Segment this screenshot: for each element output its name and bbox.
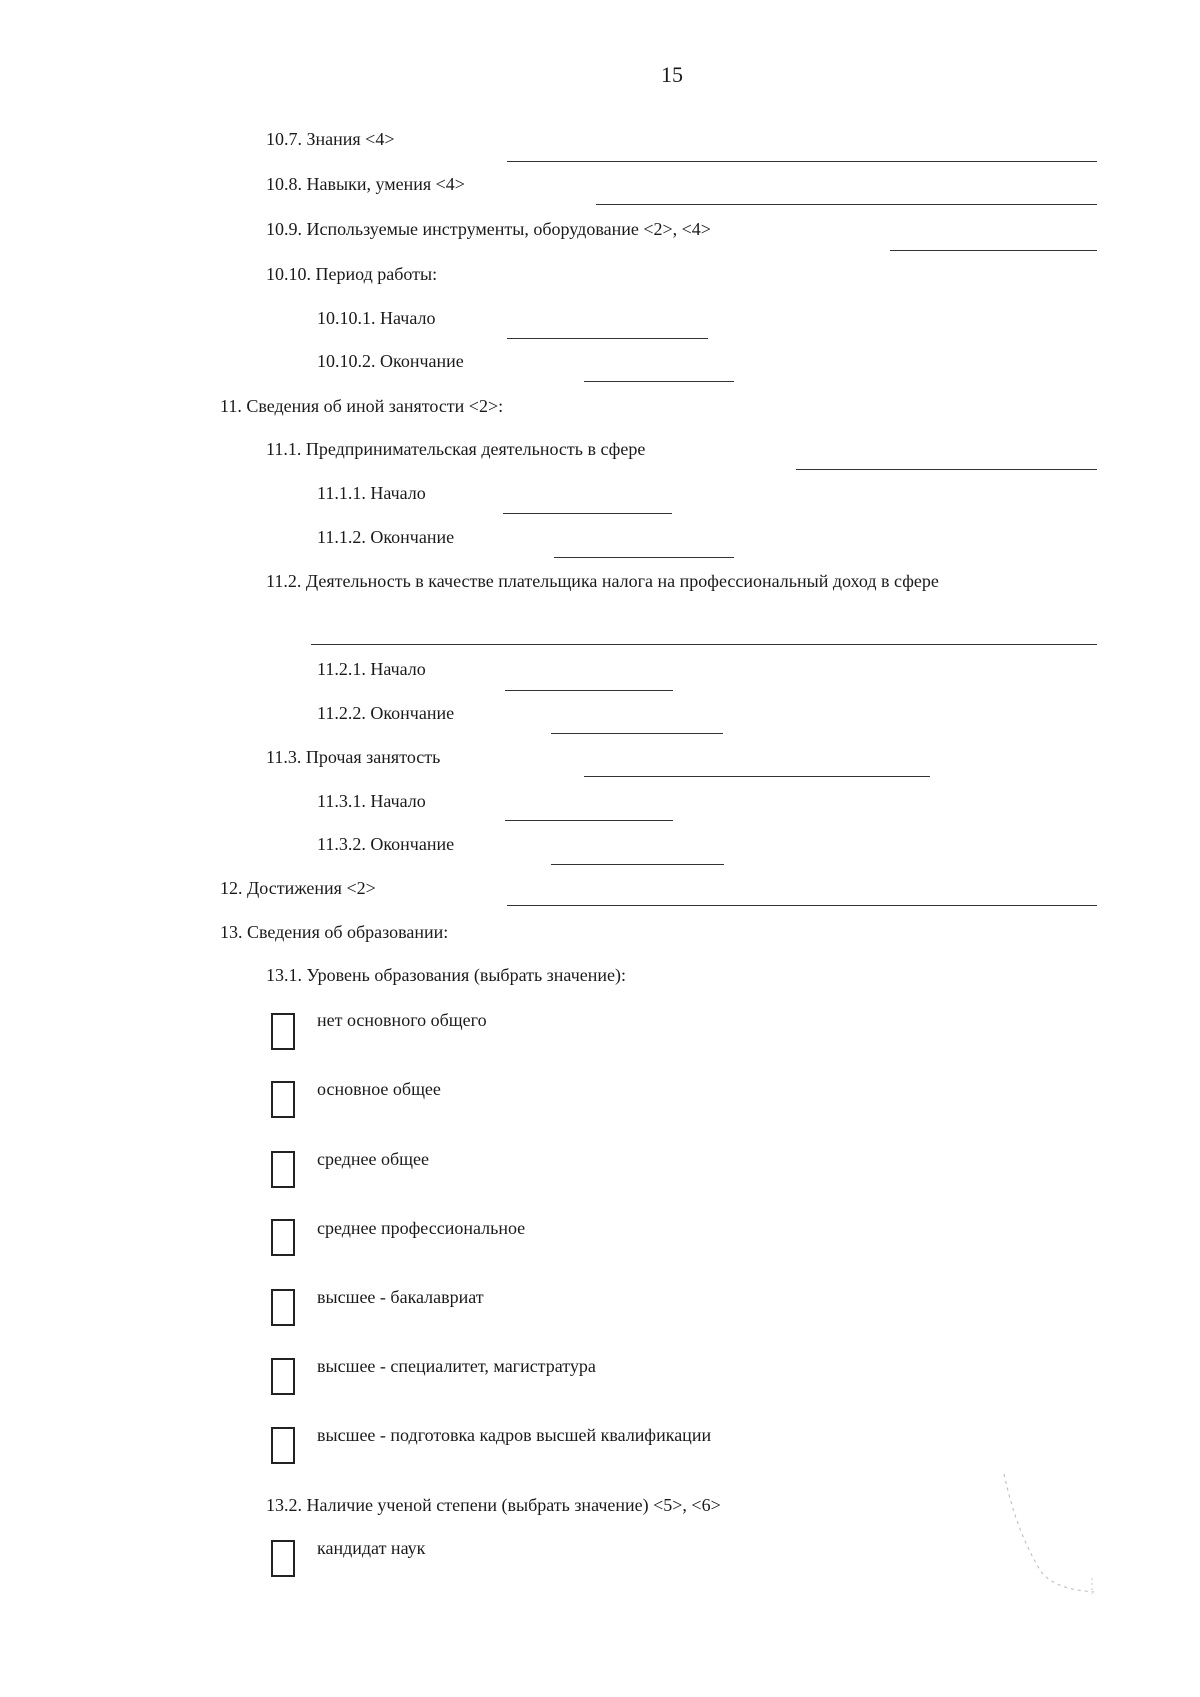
item-11-1-label: 11.1. Предпринимательская деятельность в сфере [266,439,646,459]
item-11-3-label: 11.3. Прочая занятость [266,747,441,767]
page-number: 15 [661,62,683,87]
education-option-label: высшее - бакалавриат [317,1287,484,1307]
education-option-label: нет основного общего [317,1010,487,1030]
item-11-2-1-label: 11.2.1. Начало [317,659,426,679]
degree-option-label: кандидат наук [317,1538,426,1558]
education-option-checkbox[interactable] [271,1013,295,1050]
item-10-10-1-field[interactable] [507,338,708,339]
section-12-field[interactable] [507,905,1097,906]
item-11-1-field[interactable] [796,469,1097,470]
item-10-10-label: 10.10. Период работы: [266,264,438,284]
education-option-checkbox[interactable] [271,1081,295,1118]
item-11-2-1-field[interactable] [505,690,673,691]
education-option-checkbox[interactable] [271,1289,295,1326]
item-11-1-2-field[interactable] [554,557,734,558]
item-10-9-label: 10.9. Используемые инструменты, оборудование <2>, <4> [266,219,711,239]
degree-option-checkbox[interactable] [271,1540,295,1577]
education-option-label: основное общее [317,1079,441,1099]
scan-artifact [1000,1470,1100,1600]
item-10-10-1-label: 10.10.1. Начало [317,308,436,328]
item-11-1-1-field[interactable] [503,513,672,514]
section-13-heading: 13. Сведения об образовании: [220,922,449,942]
education-option-label: высшее - подготовка кадров высшей квалификации [317,1425,712,1445]
item-11-1-1-label: 11.1.1. Начало [317,483,426,503]
education-option-label: высшее - специалитет, магистратура [317,1356,596,1376]
section-11-heading: 11. Сведения об иной занятости <2>: [220,396,504,416]
education-option-checkbox[interactable] [271,1358,295,1395]
education-option-checkbox[interactable] [271,1427,295,1464]
item-11-3-2-label: 11.3.2. Окончание [317,834,455,854]
item-11-1-2-label: 11.1.2. Окончание [317,527,455,547]
item-11-3-1-field[interactable] [505,820,673,821]
item-13-2-label: 13.2. Наличие ученой степени (выбрать значение) <5>, <6> [266,1495,721,1515]
item-10-10-2-label: 10.10.2. Окончание [317,351,464,371]
item-11-3-1-label: 11.3.1. Начало [317,791,426,811]
item-10-9-field[interactable] [890,250,1097,251]
item-11-2-label: 11.2. Деятельность в качестве плательщика налога на профессиональный доход в сфере [266,571,939,591]
item-13-1-label: 13.1. Уровень образования (выбрать значение): [266,965,626,985]
education-option-checkbox[interactable] [271,1219,295,1256]
item-11-2-field[interactable] [311,644,1097,645]
section-12-label: 12. Достижения <2> [220,878,376,898]
item-11-2-2-field[interactable] [551,733,723,734]
item-11-2-2-label: 11.2.2. Окончание [317,703,455,723]
item-10-8-label: 10.8. Навыки, умения <4> [266,174,465,194]
item-10-7-field[interactable] [507,161,1097,162]
item-11-3-2-field[interactable] [551,864,724,865]
item-10-7-label: 10.7. Знания <4> [266,129,395,149]
item-10-8-field[interactable] [596,204,1097,205]
education-option-checkbox[interactable] [271,1151,295,1188]
item-10-10-2-field[interactable] [584,381,734,382]
education-option-label: среднее профессиональное [317,1218,526,1238]
education-option-label: среднее общее [317,1149,430,1169]
item-11-3-field[interactable] [584,776,930,777]
